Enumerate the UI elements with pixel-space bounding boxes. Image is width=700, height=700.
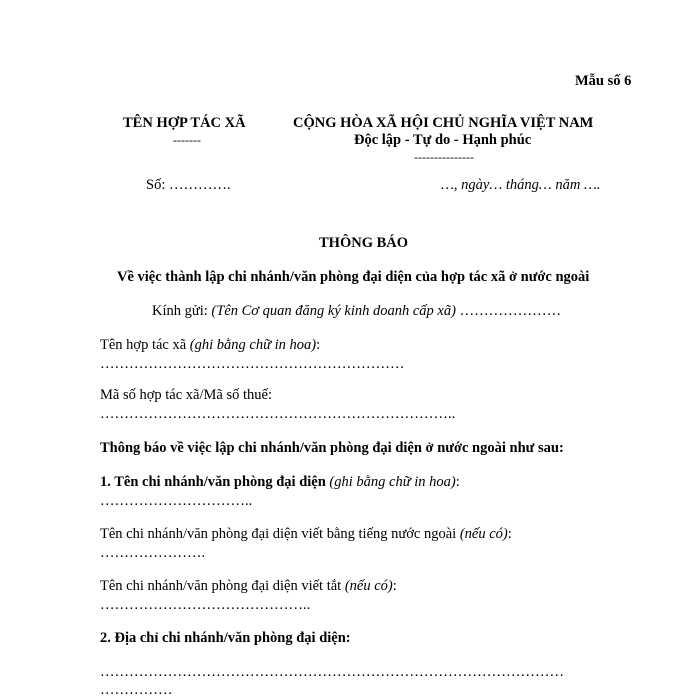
section-intro: Thông báo về việc lập chi nhánh/văn phòng đại diện ở nước ngoài như sau:: [100, 440, 564, 456]
tax-code-blank: ………………………………………………………………..: [100, 406, 456, 422]
coop-name-hint: (ghi bằng chữ in hoa): [189, 337, 317, 353]
address-blank-2: ……………: [100, 682, 173, 698]
recipient-dots: …………………: [455, 303, 562, 319]
abbr-name-blank: ……………………………………..: [100, 597, 311, 613]
form-number: Mẫu số 6: [575, 73, 632, 89]
document-subtitle: Về việc thành lập chi nhánh/văn phòng đại diện của hợp tác xã ở nước ngoài: [117, 269, 590, 285]
coop-name-blank: ………………………………………………………: [100, 356, 405, 372]
abbr-name-hint: (nếu có): [344, 578, 393, 594]
foreign-name-blank: ………………….: [100, 545, 206, 561]
coop-name-field-label: Tên hợp tác xã (ghi bằng chữ in hoa):: [100, 337, 321, 353]
foreign-name-label: Tên chi nhánh/văn phòng đại diện viết bằng tiếng nước ngoài (nếu có):: [100, 526, 512, 542]
document-number: Số: ………….: [146, 177, 231, 193]
coop-name-header: TÊN HỢP TÁC XÃ: [123, 115, 246, 131]
recipient-agency: (Tên Cơ quan đăng ký kinh doanh cấp xã): [211, 303, 456, 319]
address-blank-1: ……………………………………………………………………………………: [100, 664, 564, 680]
right-divider: ---------------: [414, 150, 474, 164]
national-motto: Độc lập - Tự do - Hạnh phúc: [354, 132, 532, 148]
abbr-name-label: Tên chi nhánh/văn phòng đại diện viết tắt (nếu có):: [100, 578, 397, 594]
section1-heading: 1. Tên chi nhánh/văn phòng đại diện (ghi bằng chữ in hoa):: [100, 474, 460, 490]
section2-heading: 2. Địa chỉ chi nhánh/văn phòng đại diện:: [100, 630, 351, 646]
section1-hint: (ghi bằng chữ in hoa): [329, 474, 456, 490]
foreign-name-hint: (nếu có): [459, 526, 508, 542]
tax-code-label: Mã số hợp tác xã/Mã số thuế:: [100, 387, 272, 403]
document-title: THÔNG BÁO: [319, 235, 409, 251]
recipient-label: Kính gửi:: [152, 303, 212, 319]
recipient-line: [152, 303, 561, 320]
left-divider: -------: [173, 133, 201, 147]
document-date: …, ngày… tháng… năm ….: [441, 177, 601, 193]
section1-blank: …………………………..: [100, 493, 253, 509]
national-title: CỘNG HÒA XÃ HỘI CHỦ NGHĨA VIỆT NAM: [293, 115, 594, 131]
